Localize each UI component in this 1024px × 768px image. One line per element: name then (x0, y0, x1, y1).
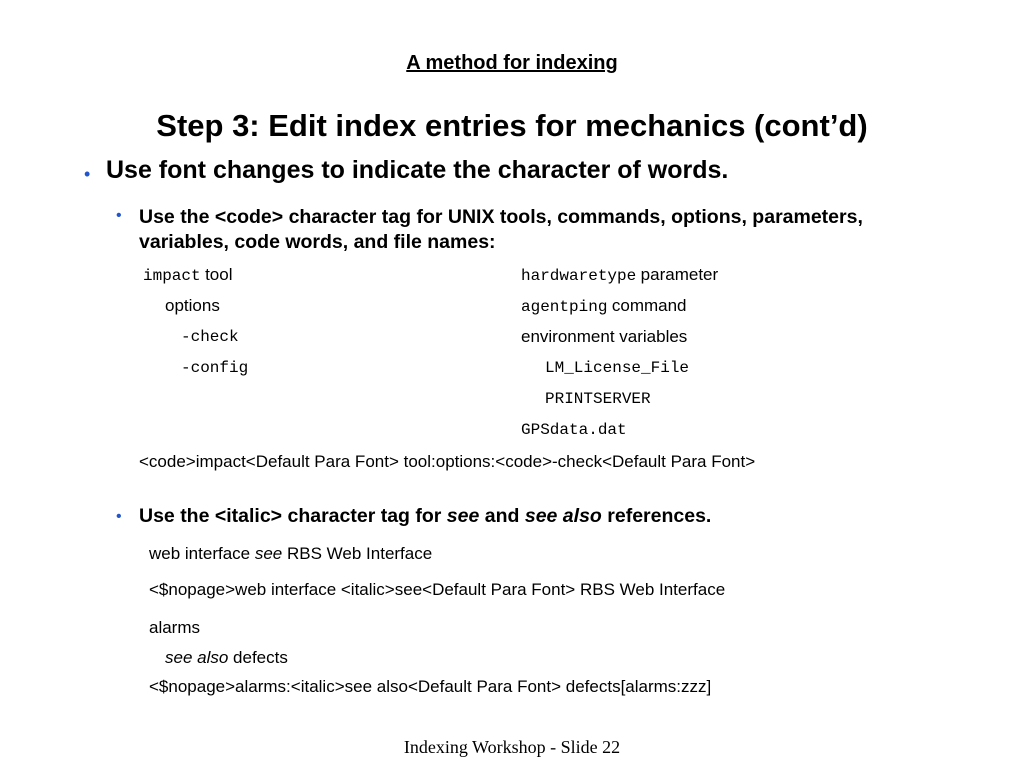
bullet-3-prefix: Use the <italic> character tag for (139, 505, 447, 527)
slide-title: Step 3: Edit index entries for mechanics (cont’d) (156, 108, 868, 143)
and-word: and (479, 505, 525, 527)
nopage-web-example: <$nopage>web interface <italic>see<Default Para Font> RBS Web Interface (149, 580, 726, 599)
bullet-marker: • (116, 207, 122, 224)
options-entry: options (165, 296, 220, 315)
bullet-2-text: Use the <code> character tag for UNIX tools, commands, options, parameters, variables, code words, and file names: (139, 206, 863, 253)
lm-license-entry: LM_License_File (545, 359, 690, 377)
bullet-marker: • (116, 508, 122, 525)
bullet-marker: • (84, 164, 91, 184)
agentping-label: command (611, 296, 687, 315)
hardwaretype-code: hardwaretype (521, 267, 637, 285)
slide-footer: Indexing Workshop - Slide 22 (403, 737, 621, 757)
alarms-see-also-word: see also (165, 648, 229, 667)
impact-code: impact (143, 267, 201, 285)
config-entry: -config (181, 359, 249, 377)
ex1-see: see (254, 544, 283, 563)
hardwaretype-entry (521, 265, 718, 285)
alarms-defects: defects (228, 648, 288, 667)
code-example: <code>impact<Default Para Font> tool:options:<code>-check<Default Para Font> (139, 452, 756, 471)
nopage-alarms-example: <$nopage>alarms:<italic>see also<Default Para Font> defects[alarms:zzz] (149, 677, 712, 696)
alarms-entry: alarms (149, 618, 201, 637)
gpsdata-entry: GPSdata.dat (521, 421, 627, 439)
alarms-see-also (165, 648, 288, 668)
ex1-prefix: web interface (149, 544, 255, 563)
impact-label: tool (205, 265, 233, 284)
see-word: see (446, 505, 480, 527)
hardwaretype-label: parameter (640, 265, 719, 284)
agentping-code: agentping (521, 298, 608, 316)
bullet-3-suffix: references. (601, 505, 712, 527)
ex1-suffix: RBS Web Interface (282, 544, 433, 563)
bullet-3-text (139, 505, 711, 528)
impact-entry (143, 265, 232, 285)
web-interface-example (149, 544, 432, 564)
printserver-entry: PRINTSERVER (545, 390, 651, 408)
check-entry: -check (181, 328, 239, 346)
env-vars-entry: environment variables (521, 327, 688, 346)
bullet-1-text: Use font changes to indicate the character of words. (106, 156, 729, 184)
agentping-entry (521, 296, 687, 316)
see-also-word: see also (524, 505, 602, 527)
slide-heading: A method for indexing (406, 52, 618, 74)
